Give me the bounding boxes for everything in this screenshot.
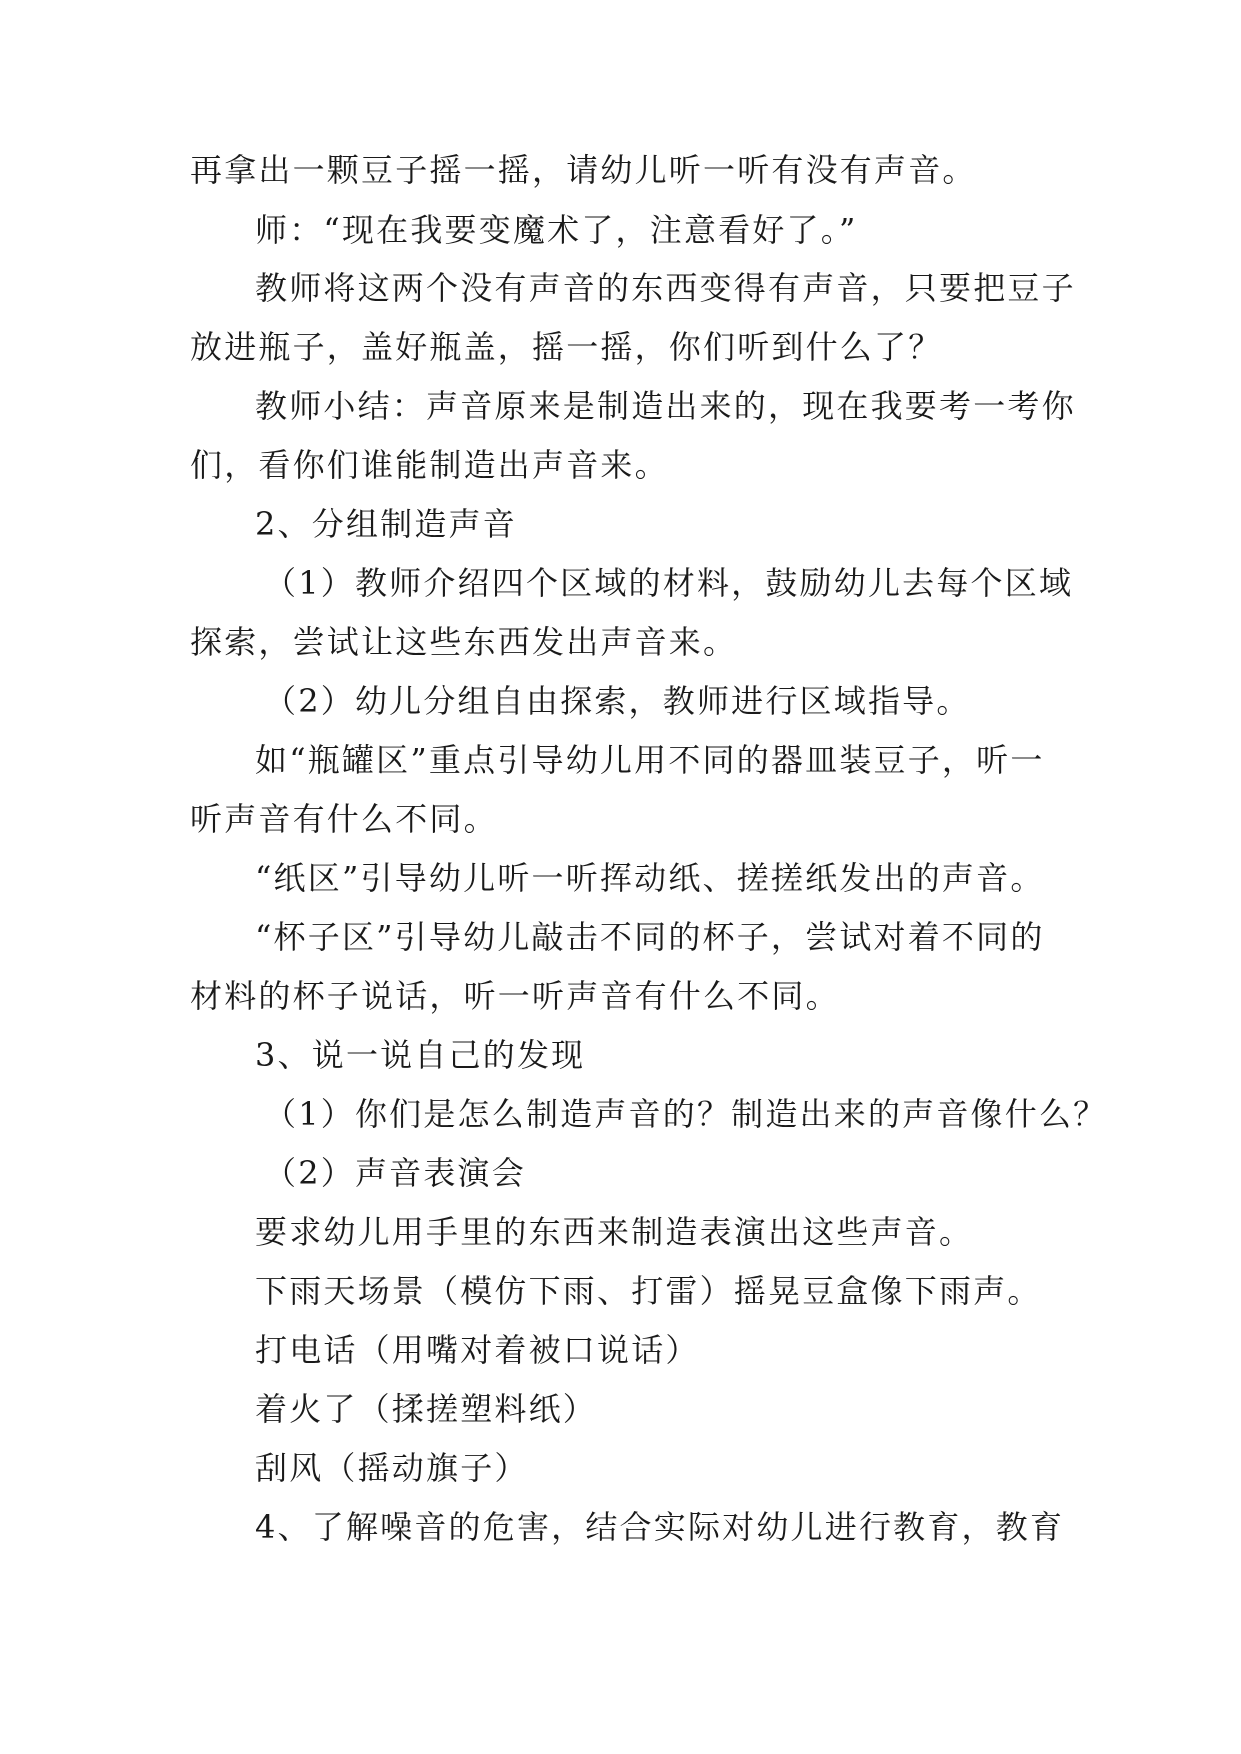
paragraph-line-21: 打电话（用嘴对着被口说话） bbox=[255, 1331, 700, 1369]
paragraph-line-17: （1）你们是怎么制造声音的？制造出来的声音像什么？ bbox=[264, 1095, 1108, 1133]
paragraph-line-14: “杯子区”引导幼儿敲击不同的杯子，尝试对着不同的 bbox=[255, 918, 1045, 956]
paragraph-line-10: （2）幼儿分组自由探索，教师进行区域指导。 bbox=[264, 682, 971, 720]
paragraph-line-6: 们，看你们谁能制造出声音来。 bbox=[190, 446, 669, 484]
paragraph-line-15: 材料的杯子说话，听一听声音有什么不同。 bbox=[190, 977, 840, 1015]
paragraph-line-8: （1）教师介绍四个区域的材料，鼓励幼儿去每个区域 bbox=[264, 564, 1074, 602]
paragraph-line-9: 探索，尝试让这些东西发出声音来。 bbox=[190, 623, 738, 661]
section-heading-3: 3、说一说自己的发现 bbox=[255, 1036, 586, 1074]
paragraph-line-23: 刮风（摇动旗子） bbox=[255, 1449, 529, 1487]
section-heading-4: 4、了解噪音的危害，结合实际对幼儿进行教育，教育 bbox=[255, 1508, 1065, 1546]
paragraph-line-5: 教师小结：声音原来是制造出来的，现在我要考一考你 bbox=[255, 387, 1076, 425]
section-heading-2: 2、分组制造声音 bbox=[255, 505, 517, 543]
paragraph-line-22: 着火了（揉搓塑料纸） bbox=[255, 1390, 598, 1428]
paragraph-line-11: 如“瓶罐区”重点引导幼儿用不同的器皿装豆子，听一 bbox=[255, 741, 1045, 779]
paragraph-line-1: 再拿出一颗豆子摇一摇，请幼儿听一听有没有声音。 bbox=[190, 151, 977, 189]
paragraph-line-3: 教师将这两个没有声音的东西变得有声音，只要把豆子 bbox=[255, 269, 1076, 307]
paragraph-line-19: 要求幼儿用手里的东西来制造表演出这些声音。 bbox=[255, 1213, 974, 1251]
paragraph-line-12: 听声音有什么不同。 bbox=[190, 800, 498, 838]
paragraph-line-13: “纸区”引导幼儿听一听挥动纸、搓搓纸发出的声音。 bbox=[255, 859, 1045, 897]
paragraph-line-2: 师：“现在我要变魔术了，注意看好了。” bbox=[255, 211, 858, 249]
paragraph-line-4: 放进瓶子，盖好瓶盖，摇一摇，你们听到什么了？ bbox=[190, 328, 943, 366]
paragraph-line-18: （2）声音表演会 bbox=[264, 1154, 526, 1192]
paragraph-line-20: 下雨天场景（模仿下雨、打雷）摇晃豆盒像下雨声。 bbox=[255, 1272, 1042, 1310]
